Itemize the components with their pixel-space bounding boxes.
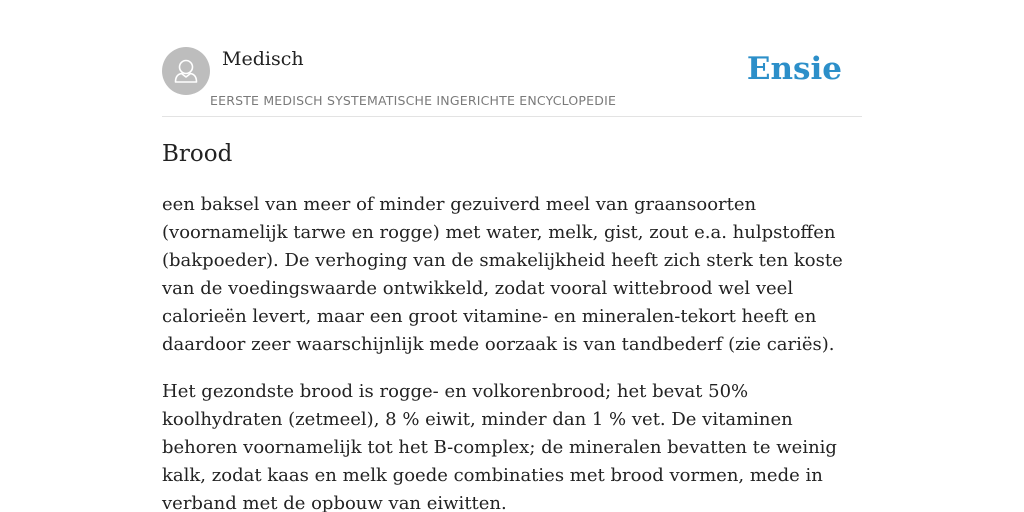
user-icon [162,47,210,95]
avatar[interactable] [162,47,210,95]
brand-logo[interactable]: Ensie [746,51,842,87]
article-paragraph-1: een baksel van meer of minder gezuiverd meel van graansoorten (voornamelijk tarwe en rogge) met water, melk, gist, zout e.a. hulpstoffen (bakpoeder). De verhoging van de smakelijkheid heeft zich sterk ten koste van de voedingswaarde ontwikkeld, zodat vooral wittebrood wel veel calorieën levert, maar een groot vitamine- en mineralen-tekort heeft en daardoor zeer waarschijnlijk mede oorzaak is van tandbederf (zie cariës). [162,194,843,355]
source-header [162,47,862,117]
source-subtitle: EERSTE MEDISCH SYSTEMATISCHE INGERICHTE ENCYCLOPEDIE [210,93,617,108]
source-title[interactable]: Medisch [222,48,304,70]
article [162,136,862,512]
article-title: Brood [162,141,233,167]
article-paragraph-2: Het gezondste brood is rogge- en volkorenbrood; het bevat 50% koolhydraten (zetmeel), 8 % eiwit, minder dan 1 % vet. De vitaminen behoren voornamelijk tot het B-complex; de mineralen bevatten te weinig kalk, zodat kaas en melk goede combinaties met brood vormen, mede in verband met de opbouw van eiwitten. [162,381,837,512]
